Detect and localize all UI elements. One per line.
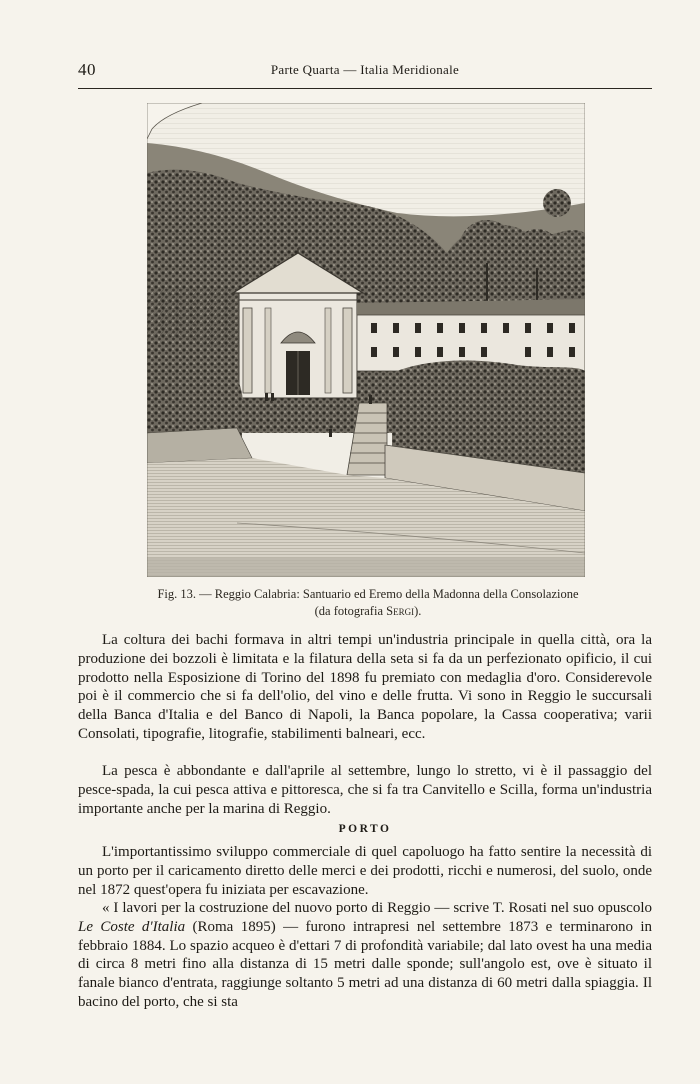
paragraph-4-body: (Roma 1895) — furono intrapresi nel settembre 1873 e terminarono in febbraio 1884. Lo spazio acqueo è d'ettari 7 di profondità variabile; dal lato ovest ha una media di circa 8 metri fino alla distanza di 15 metri dalle sponde; sull'angolo est, ove è situato il fanale bianco d'entrata, raggiunge soltanto 5 metri ad una distanza di 60 metri dalla spiaggia. Il bacino del porto, che si sta	[78, 918, 653, 1010]
figure-caption	[118, 586, 618, 620]
book-title-citation: Le Coste d'Italia	[78, 918, 186, 935]
paragraph-1: La coltura dei bachi formava in altri tempi un'industria principale in quella città, ora la produzione dei bozzoli è limitata e la filatura della seta si fa da un perfezionato opificio, il cui prodotto nella Esposizione di Torino del 1898 fu premiato con medaglia d'oro. Considerevole poi è il commercio che si fa dell'olio, del vino e delle frutta. Vi sono in Reggio le succursali della Banca d'Italia e del Banco di Napoli, la Banca popolare, la Cassa cooperativa; varii Consolati, tipografie, litografie, stabilimenti balneari, ecc.	[78, 632, 652, 742]
page-header	[78, 58, 652, 89]
paragraph-port-works	[78, 899, 652, 1012]
paragraph-silk-industry	[78, 631, 652, 744]
running-head: Parte Quarta — Italia Meridionale	[270, 62, 460, 77]
paragraph-4	[78, 899, 652, 1012]
engraving-illustration	[147, 103, 585, 577]
page-number: 40	[78, 60, 96, 79]
paragraph-port-development	[78, 843, 652, 899]
caption-source-prefix: (da fotografia	[314, 604, 387, 618]
caption-line-2	[118, 603, 618, 620]
figure-engraving	[147, 103, 585, 577]
paragraph-4-intro: « I lavori per la costruzione del nuovo porto di Reggio — scrive T. Rosati nel suo opuscolo	[102, 900, 652, 916]
section-heading-porto: PORTO	[338, 823, 392, 835]
caption-line-1: Fig. 13. — Reggio Calabria: Santuario ed Eremo della Madonna della Consolazione	[157, 587, 579, 601]
caption-source-suffix: ).	[414, 604, 422, 618]
paragraph-3: L'importantissimo sviluppo commerciale di quel capoluogo ha fatto sentire la necessità di un porto per il caricamento diretto delle merci e dei prodotti, ricchi e numerosi, del suolo, onde nel 1872 quest'opera fu iniziata per escavazione.	[78, 844, 652, 898]
paragraph-2: La pesca è abbondante e dall'aprile al settembre, lungo lo stretto, vi è il passaggio del pesce-spada, la cui pesca attiva e pittoresca, che si fa tra Canvitello e Scilla, forma un'industria importante anche per la marina di Reggio.	[78, 763, 652, 817]
caption-photographer: Sergi	[386, 604, 415, 618]
paragraph-fishing	[78, 762, 652, 818]
hermitage-building	[357, 299, 585, 371]
